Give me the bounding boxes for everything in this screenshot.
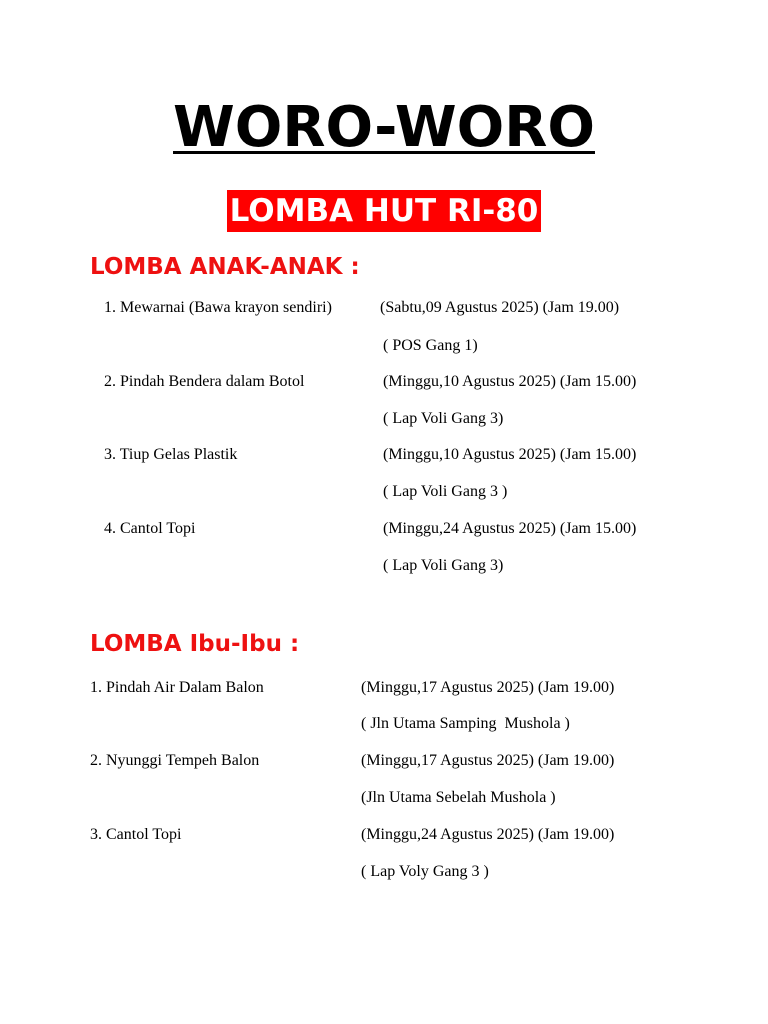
mothers-item-3-location: ( Lap Voly Gang 3 ): [361, 863, 489, 880]
subtitle-container: [0, 190, 768, 232]
mothers-item-1-name: 1. Pindah Air Dalam Balon: [90, 679, 264, 696]
mothers-section-heading: LOMBA Ibu-Ibu :: [90, 631, 300, 657]
mothers-item-2-name: 2. Nyunggi Tempeh Balon: [90, 752, 260, 769]
children-item-3-schedule: (Minggu,10 Agustus 2025) (Jam 15.00): [383, 446, 637, 463]
children-item-4-name: 4. Cantol Topi: [104, 520, 196, 537]
page-title: [0, 92, 768, 164]
children-item-2-name: 2. Pindah Bendera dalam Botol: [104, 373, 305, 390]
children-item-3-location: ( Lap Voli Gang 3 ): [383, 483, 508, 500]
page-subtitle: LOMBA HUT RI-80: [227, 190, 542, 232]
mothers-item-3-schedule: (Minggu,24 Agustus 2025) (Jam 19.00): [361, 826, 615, 843]
children-item-1-name: 1. Mewarnai (Bawa krayon sendiri): [104, 299, 332, 316]
children-item-2-location: ( Lap Voli Gang 3): [383, 410, 504, 427]
mothers-item-2-location: (Jln Utama Sebelah Mushola ): [361, 789, 556, 806]
children-section-heading: LOMBA ANAK-ANAK :: [90, 254, 360, 280]
mothers-item-1-schedule: (Minggu,17 Agustus 2025) (Jam 19.00): [361, 679, 615, 696]
children-item-4-schedule: (Minggu,24 Agustus 2025) (Jam 15.00): [383, 520, 637, 537]
children-item-4-location: ( Lap Voli Gang 3): [383, 557, 504, 574]
mothers-item-1-location: ( Jln Utama Samping Mushola ): [361, 715, 570, 732]
children-item-3-name: 3. Tiup Gelas Plastik: [104, 446, 238, 463]
mothers-item-3-name: 3. Cantol Topi: [90, 826, 182, 843]
children-item-2-schedule: (Minggu,10 Agustus 2025) (Jam 15.00): [383, 373, 637, 390]
mothers-item-2-schedule: (Minggu,17 Agustus 2025) (Jam 19.00): [361, 752, 615, 769]
children-item-1-schedule: (Sabtu,09 Agustus 2025) (Jam 19.00): [380, 299, 620, 316]
page-title-text: WORO-WORO: [173, 95, 595, 160]
children-item-1-location: ( POS Gang 1): [383, 337, 478, 354]
